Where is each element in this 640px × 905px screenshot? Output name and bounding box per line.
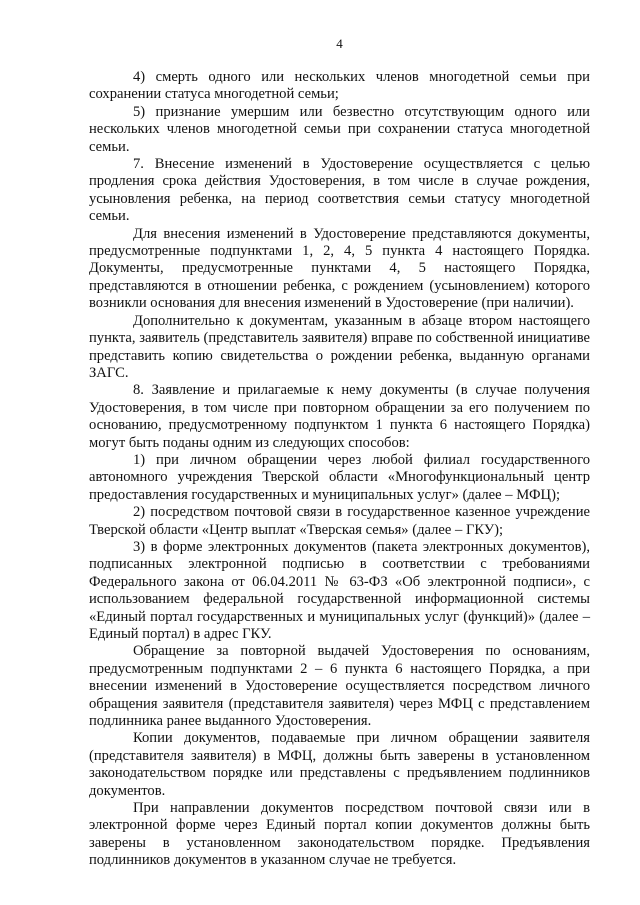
paragraph-copies-post: При направлении документов посредством почтовой связи или в электронной форме через Единый портал копии документов должны быть заверены в установленном законодательством порядке. Предъявления подлинников документов в указанном случае не требуется. <box>89 800 590 869</box>
paragraph-8: 8. Заявление и прилагаемые к нему документы (в случае получения Удостоверения, в том числе при повторном обращении за его получением по основанию, предусмотренному подпунктом 1 пункта 6 настоящего Порядка) могут быть поданы одним из следующих способов: <box>89 382 590 451</box>
paragraph-7-additional: Дополнительно к документам, указанным в абзаце втором настоящего пункта, заявитель (представитель заявителя) вправе по собственной инициативе представить копию свидетельства о рождении ребенка, выданную органами ЗАГС. <box>89 312 590 381</box>
paragraph-8-method-1: 1) при личном обращении через любой филиал государственного автономного учреждения Тверской области «Многофункциональный центр предоставления государственных и муниципальных услуг» (далее – МФЦ); <box>89 451 590 503</box>
paragraph-copies-mfc: Копии документов, подаваемые при личном обращении заявителя (представителя заявителя) в МФЦ, должны быть заверены в установленном законодательством порядке или представлены с предъявлением подлинников документов. <box>89 730 590 799</box>
paragraph-8-method-2: 2) посредством почтовой связи в государственное казенное учреждение Тверской области «Центр выплат «Тверская семья» (далее – ГКУ); <box>89 504 590 538</box>
document-body <box>89 69 590 870</box>
paragraph-7: 7. Внесение изменений в Удостоверение осуществляется с целью продления срока действия Удостоверения, в том числе в случае рождения, усыновления ребенка, на период соответствия семьи статусу многодетной семьи. <box>89 156 590 225</box>
paragraph-7-documents: Для внесения изменений в Удостоверение представляются документы, предусмотренные подпунктами 1, 2, 4, 5 пункта 4 настоящего Порядка. Документы, предусмотренные пунктами 4, 5 настоящего Порядка, представляются в отношении ребенка, с рождением (усыновлением) которого возникли основания для внесения изменений в Удостоверение (при наличии). <box>89 225 590 312</box>
paragraph-item-5: 5) признание умершим или безвестно отсутствующим одного или нескольких членов многодетной семьи при сохранении статуса многодетной семьи. <box>89 103 590 155</box>
page-number: 4 <box>336 36 343 51</box>
paragraph-8-method-3: 3) в форме электронных документов (пакета электронных документов), подписанных электронной подписью в соответствии с требованиями Федерального закона от 06.04.2011 № 63-ФЗ «Об электронной подписи», с использованием федеральной государственной информационной системы «Единый портал государственных и муниципальных услуг (функций)» (далее – Единый портал) в адрес ГКУ. <box>89 538 590 642</box>
paragraph-repeat-issue: Обращение за повторной выдачей Удостоверения по основаниям, предусмотренным подпунктами 2 – 6 пункта 6 настоящего Порядка, а при внесении изменений в Удостоверение осуществляется посредством личного обращения заявителя (представителя заявителя) через МФЦ с представлением подлинника ранее выданного Удостоверения. <box>89 643 590 730</box>
paragraph-item-4: 4) смерть одного или нескольких членов многодетной семьи при сохранении статуса многодетной семьи; <box>89 69 590 103</box>
